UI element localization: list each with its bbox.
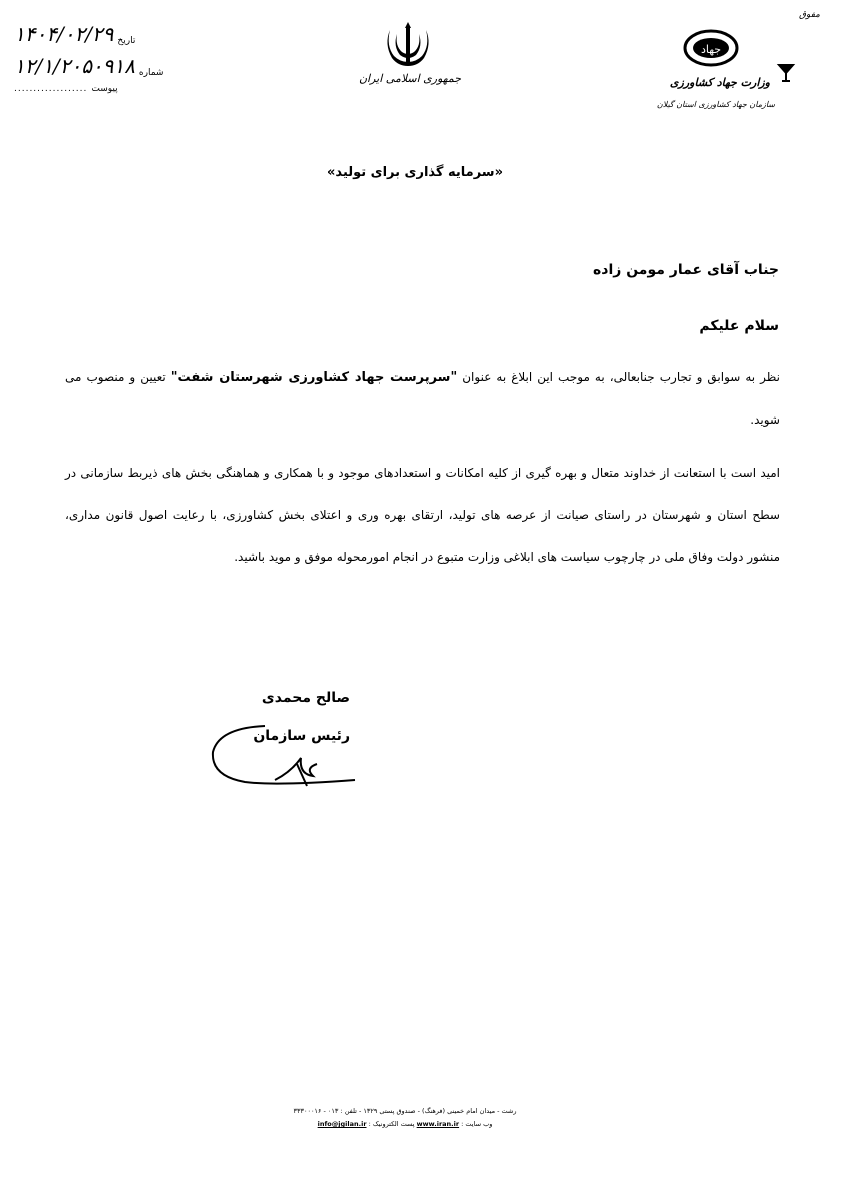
corner-symbol-icon xyxy=(776,62,796,84)
attachment-row xyxy=(14,84,118,94)
ministry-name: وزارت جهاد کشاورزی xyxy=(669,76,770,89)
jahad-logo-text: جهاد xyxy=(700,43,722,56)
center-title: جمهوری اسلامی ایران xyxy=(358,72,462,85)
wishes-paragraph: امید است با استعانت از خداوند متعال و بهره گیری از کلیه امکانات و استعدادهای موجود و با همکاری و هماهنگی بخش های ذیربط سازمانی در سطح استان و شهرستان در راستای صیانت از عرصه های تولید، ارتقای بهره وری و اعتلای بخش کشاورزی، با رعایت اصول قانون مداری، منشور دولت وفاق ملی در چارچوب سیاست های ابلاغی وزارت متبوع در انجام امورمحوله موفق و موید باشید. xyxy=(65,466,780,564)
signer-title: رئیس سازمان xyxy=(253,728,350,744)
handwritten-signature-icon xyxy=(205,718,365,798)
iran-emblem-icon xyxy=(380,22,436,70)
footer-email[interactable]: info@jgilan.ir xyxy=(317,1120,367,1128)
footer-address: رشت - میدان امام خمینی (فرهنگ) - صندوق پستی ۱۳۲۹ - تلفن : ۰۱۳ - ۳۳۳۰۰۰۱۶ xyxy=(293,1107,517,1115)
number-label: شماره xyxy=(138,68,164,78)
date-label: تاریخ xyxy=(117,36,136,46)
organization-name: سازمان جهاد کشاورزی استان گیلان xyxy=(656,100,775,109)
appointment-paragraph xyxy=(65,356,780,441)
attachment-dots: ................... xyxy=(14,84,88,94)
corner-mark: مفوق xyxy=(798,10,820,20)
subject-line: «سرمایه گذاری برای تولید» xyxy=(327,165,503,180)
footer-email-label: پست الکترونیک : xyxy=(368,1120,415,1128)
number-value: ۱۲/۱/۲۰۵۰۹۱۸ xyxy=(14,54,135,78)
attachment-label: پیوست xyxy=(91,84,118,94)
appointment-position: "سرپرست جهاد کشاورزی شهرستان شفت" xyxy=(170,370,458,385)
signer-name: صالح محمدی xyxy=(261,690,350,706)
recipient: جناب آقای عمار مومن زاده xyxy=(593,262,779,278)
date-row xyxy=(14,22,135,46)
jahad-logo-icon xyxy=(683,28,739,68)
paragraph1-before: نظر به سوابق و تجارب جنابعالی، به موجب این ابلاغ به عنوان xyxy=(457,370,780,384)
greeting: سلام علیکم xyxy=(699,318,779,334)
footer-website-label: وب سایت : xyxy=(461,1120,493,1128)
footer-website[interactable]: www.iran.ir xyxy=(416,1120,460,1128)
paragraph1-after: تعیین و منصوب می شوید. xyxy=(65,370,780,427)
date-value: ۱۴۰۴/۰۲/۲۹ xyxy=(14,22,114,46)
footer-contacts xyxy=(250,1120,560,1128)
number-row xyxy=(14,54,163,78)
